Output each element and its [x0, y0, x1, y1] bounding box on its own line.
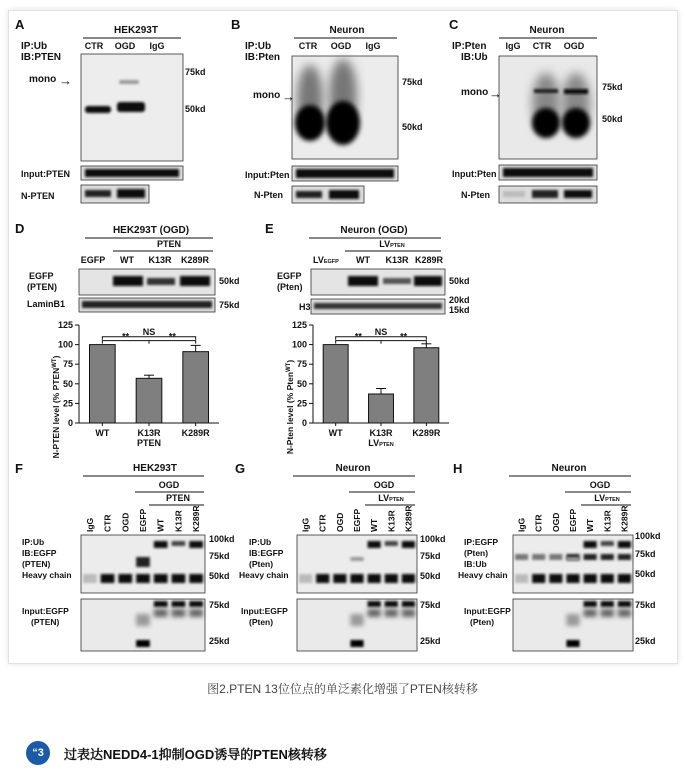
group-label: PTEN	[165, 493, 191, 503]
mono-label: mono	[461, 87, 489, 98]
panel-letter: G	[235, 461, 246, 476]
significance-bracket	[336, 337, 427, 340]
blot-band	[154, 541, 168, 548]
blot-band	[618, 574, 631, 583]
input-label: Input:PTEN	[21, 169, 70, 179]
group-label: OGD	[589, 480, 611, 490]
lane-label: IgG	[149, 41, 165, 51]
blot-band	[503, 168, 593, 177]
lane-label: K13R	[148, 255, 172, 265]
lane-label: CTR	[102, 514, 113, 532]
panel-d	[15, 221, 240, 312]
marker: 25kd	[635, 636, 656, 646]
group-label: OGD	[158, 480, 180, 490]
blot-label: LaminB1	[27, 299, 66, 309]
input-label: Input:Pten	[245, 170, 290, 180]
marker: 50kd	[219, 276, 240, 286]
blot-band	[368, 574, 381, 583]
bar	[136, 378, 162, 423]
blot-band	[549, 574, 562, 583]
significance-label: **	[354, 331, 362, 342]
figure-canvas	[9, 11, 677, 663]
blot-band	[584, 574, 597, 583]
blot-band	[136, 557, 150, 567]
bar	[90, 345, 116, 423]
lane-label: IgG	[300, 517, 311, 532]
blot-band	[299, 574, 312, 583]
group-label: LVPTEN	[594, 493, 620, 503]
blot-band	[172, 609, 186, 617]
y-tick-label: 25	[62, 398, 73, 409]
marker: 25kd	[420, 636, 441, 646]
blot-label: H3	[299, 302, 311, 312]
ip-blot	[297, 535, 417, 593]
significance-label: **	[168, 331, 176, 342]
blot-band	[83, 574, 97, 583]
mono-label: mono	[253, 90, 281, 101]
lane-label: WT	[356, 255, 370, 265]
blot-label: IP:EGFP	[464, 537, 499, 547]
bar	[369, 394, 394, 423]
blot-band	[172, 601, 186, 607]
x-tick-label: K13R	[137, 428, 161, 438]
blot-label: EGFP	[29, 271, 54, 281]
y-tick-label: 100	[291, 339, 307, 350]
blot-band	[154, 574, 168, 583]
blot-label: IP:Ub	[22, 537, 45, 547]
panel-b	[231, 17, 423, 203]
blot-band	[584, 554, 597, 560]
section-number-badge: “3	[26, 741, 50, 765]
blot-band	[85, 106, 111, 113]
nuclear-label: N-PTEN	[21, 191, 55, 201]
mono-label: mono	[29, 74, 57, 85]
nuclear-label: N-Pten	[254, 190, 283, 200]
x-axis-label: PTEN	[136, 438, 162, 448]
blot-label: Input:EGFP	[22, 606, 69, 616]
lane-label: IgG	[516, 517, 527, 532]
bar	[323, 345, 348, 423]
blot-band	[296, 191, 322, 198]
blot-label: IB:Ub	[464, 559, 487, 569]
x-tick-label: K289R	[181, 428, 210, 438]
lane-label: EGFP	[138, 508, 148, 532]
blot-band	[566, 574, 579, 583]
marker: 75kd	[185, 67, 206, 77]
ib-label: IB:PTEN	[21, 52, 61, 63]
ip-blot	[513, 535, 633, 593]
panel-title: HEK293T	[114, 25, 158, 36]
marker: 50kd	[420, 571, 441, 581]
marker: 25kd	[209, 636, 230, 646]
blot-band	[515, 574, 528, 583]
blot-band	[385, 601, 398, 607]
lane-label: OGD	[330, 41, 352, 51]
marker: 75kd	[209, 551, 230, 561]
blot-band	[314, 303, 442, 309]
marker: 75kd	[402, 77, 423, 87]
lane-label: CTR	[533, 514, 544, 532]
lane-label: CTR	[84, 41, 104, 51]
lane-label: OGD	[114, 41, 136, 51]
lane-label: EGFP	[568, 508, 578, 532]
marker: 50kd	[602, 114, 623, 124]
blot-band	[402, 541, 415, 548]
lane-label: K13R	[386, 510, 397, 532]
lane-label: IgG	[505, 41, 521, 51]
panel-h	[453, 461, 661, 651]
blot-band	[350, 640, 363, 647]
lane-label: EGFP	[352, 508, 362, 532]
blot-band	[117, 102, 145, 112]
bar	[183, 352, 209, 423]
lane-label: K289R	[619, 505, 630, 532]
lane-label: OGD	[550, 512, 561, 532]
x-tick-label: WT	[95, 428, 110, 438]
x-tick-label: K13R	[369, 428, 393, 438]
blot-label: Input:EGFP	[464, 606, 511, 616]
y-tick-label: 125	[291, 320, 307, 330]
marker: 100kd	[420, 534, 446, 544]
panel-title: HEK293T (OGD)	[112, 225, 190, 236]
marker: 50kd	[449, 276, 470, 286]
blot-label: (PTEN)	[22, 559, 51, 569]
panel-letter: B	[231, 17, 241, 32]
blot-band	[549, 554, 562, 560]
blot-band	[562, 108, 590, 138]
blot-band	[154, 609, 168, 617]
lane-label: K13R	[385, 255, 409, 265]
blot-label: (PTEN)	[31, 617, 60, 627]
lane-label: OGD	[120, 512, 131, 532]
lane-label: K13R	[173, 510, 184, 532]
panel-letter: H	[453, 461, 463, 476]
group-label: LVPTEN	[379, 239, 405, 249]
ib-label: IB:Pten	[245, 52, 280, 63]
group-label: OGD	[373, 480, 395, 490]
marker: 100kd	[635, 531, 661, 541]
marker: 75kd	[209, 600, 230, 610]
significance-label: NS	[374, 326, 388, 337]
panel-e	[265, 221, 470, 315]
marker: 50kd	[402, 122, 423, 132]
lane-label: K289R	[191, 505, 202, 532]
lane-label: CTR	[298, 41, 318, 51]
blot-band	[136, 614, 150, 626]
panel-title: Neuron	[551, 463, 587, 474]
lane-label: WT	[120, 255, 134, 265]
blot-band	[368, 541, 381, 548]
figure-2	[8, 10, 678, 664]
arrow-icon: →	[282, 89, 295, 104]
blot-band	[316, 574, 329, 583]
lane-label: K289R	[414, 255, 444, 265]
blot-band	[532, 554, 545, 560]
panel-title: HEK293T	[133, 463, 177, 474]
blot-band	[385, 541, 398, 546]
lane-label: WT	[585, 518, 596, 532]
blot-band	[385, 574, 398, 583]
ip-label: IP:Pten	[452, 41, 487, 52]
x-tick-label: K289R	[412, 428, 441, 438]
blot-band	[326, 101, 360, 145]
blot-band	[601, 609, 614, 617]
blot-band	[566, 557, 579, 561]
panel-g	[235, 461, 446, 651]
blot-label: (PTEN)	[27, 282, 57, 292]
blot-band	[515, 554, 528, 560]
blot-band	[189, 541, 203, 548]
lane-label: K289R	[180, 255, 210, 265]
marker: 75kd	[420, 600, 441, 610]
x-axis-label: LVPTEN	[368, 438, 394, 448]
blot-label: IB:EGFP	[22, 548, 57, 558]
blot-label: (Pten)	[470, 617, 495, 627]
blot-band	[118, 574, 132, 583]
y-tick-label: 0	[67, 418, 73, 428]
y-tick-label: 100	[57, 339, 73, 350]
marker: 75kd	[219, 300, 240, 310]
blot-band	[85, 169, 179, 177]
marker: 50kd	[635, 569, 656, 579]
lane-label: CTR	[317, 514, 328, 532]
marker: 50kd	[209, 571, 230, 581]
blot-band	[402, 601, 415, 607]
input-label: Input:Pten	[452, 169, 497, 179]
bar-chart-pten	[51, 320, 219, 458]
blot-band	[154, 601, 168, 607]
marker: 75kd	[635, 549, 656, 559]
nuclear-label: N-Pten	[461, 190, 490, 200]
blot-band	[295, 105, 325, 141]
lane-label: CTR	[532, 41, 552, 51]
blot-band	[383, 278, 411, 284]
marker: 15kd	[449, 305, 470, 315]
lane-label: WT	[369, 518, 380, 532]
marker: 75kd	[635, 600, 656, 610]
blot-band	[618, 601, 631, 607]
blot-band	[618, 609, 631, 617]
section-heading: 过表达NEDD4-1抑制OGD诱导的PTEN核转移	[64, 747, 327, 762]
blot-label: Heavy chain	[22, 570, 72, 580]
blot-label: (Pten)	[249, 559, 274, 569]
blot-band	[414, 276, 442, 286]
blot-label: IB:EGFP	[249, 548, 284, 558]
blot-band	[82, 301, 212, 308]
blot-label: Heavy chain	[239, 570, 289, 580]
blot-band	[368, 609, 381, 617]
blot-band	[113, 276, 143, 286]
lane-label: K289R	[403, 505, 414, 532]
blot-label: Heavy chain	[458, 570, 508, 580]
panel-letter: D	[15, 221, 25, 236]
blot-band	[618, 554, 631, 560]
y-axis-label: N-Pten level (% Pten$^{WT}$)	[285, 359, 295, 455]
significance-bracket	[102, 337, 195, 340]
blot-band	[101, 574, 115, 583]
panel-c	[449, 17, 623, 203]
ip-label: IP:Ub	[245, 41, 272, 52]
group-label: PTEN	[156, 239, 182, 249]
blot-band	[180, 276, 210, 286]
blot-band	[618, 541, 631, 548]
blot-label: IP:Ub	[249, 537, 272, 547]
blot-label: Input:EGFP	[241, 606, 288, 616]
figure-caption: 图2.PTEN 13位位点的单泛素化增强了PTEN核转移	[207, 682, 478, 696]
blot-label: (Pten)	[464, 548, 489, 558]
marker: 75kd	[602, 82, 623, 92]
blot-band	[402, 574, 415, 583]
blot-band	[566, 614, 579, 626]
panel-f	[15, 461, 235, 651]
panel-letter: A	[15, 17, 25, 32]
blot-label: EGFP	[277, 271, 302, 281]
blot-band	[136, 640, 150, 647]
y-tick-label: 75	[62, 359, 73, 370]
panel-letter: E	[265, 221, 274, 236]
blot-band	[584, 541, 597, 548]
bar	[414, 348, 439, 423]
blot-band	[172, 574, 186, 583]
lane-label: WT	[155, 518, 166, 532]
blot-band	[350, 614, 363, 626]
blot-band	[601, 554, 614, 560]
panel-title: Neuron (OGD)	[340, 225, 408, 236]
lane-label: OGD	[563, 41, 585, 51]
y-tick-label: 0	[301, 418, 307, 428]
significance-label: NS	[142, 326, 156, 337]
blot-band	[368, 601, 381, 607]
lane-label: IgG	[365, 41, 381, 51]
significance-label: **	[400, 331, 408, 342]
panel-title: Neuron	[335, 463, 371, 474]
blot-band	[601, 574, 614, 583]
blot-band	[329, 190, 359, 199]
marker: 75kd	[420, 551, 441, 561]
blot-band	[350, 557, 363, 561]
y-tick-label: 50	[62, 378, 73, 389]
blot-band	[385, 609, 398, 617]
ib-label: IB:Ub	[461, 52, 488, 63]
lane-label: IgG	[84, 517, 95, 532]
arrow-icon: →	[59, 73, 72, 88]
y-tick-label: 125	[57, 320, 73, 330]
marker: 20kd	[449, 295, 470, 305]
lane-label: LVEGFP	[313, 255, 339, 265]
bar-chart-pten-neuron	[285, 320, 449, 454]
blot-band	[333, 574, 346, 583]
blot-band	[136, 574, 150, 583]
panel-title: Neuron	[329, 25, 365, 36]
y-tick-label: 75	[296, 359, 307, 370]
blot-band	[189, 609, 203, 617]
blot-band	[601, 601, 614, 607]
blot-band	[119, 80, 139, 84]
blot-band	[348, 276, 378, 286]
blot-band	[564, 190, 592, 198]
lane-label: OGD	[334, 512, 345, 532]
blot-band	[566, 640, 579, 647]
y-axis-label: N-PTEN level (% $PTEN^{WT}$)	[51, 355, 61, 459]
y-tick-label: 25	[296, 398, 307, 409]
arrow-icon: →	[489, 86, 502, 101]
panel-letter: F	[15, 461, 23, 476]
blot-band	[532, 108, 560, 138]
panel-letter: C	[449, 17, 459, 32]
lane-label: K13R	[602, 510, 613, 532]
blot-band	[584, 601, 597, 607]
blot-band	[296, 169, 394, 178]
blot-band	[584, 609, 597, 617]
ip-label: IP:Ub	[21, 41, 48, 52]
blot-label: (Pten)	[277, 282, 303, 292]
blot-band	[85, 190, 111, 197]
blot-band	[532, 190, 558, 198]
blot-band	[189, 601, 203, 607]
marker: 50kd	[185, 104, 206, 114]
x-tick-label: WT	[328, 428, 343, 438]
blot-band	[532, 574, 545, 583]
blot-band	[350, 574, 363, 583]
y-tick-label: 50	[296, 378, 307, 389]
blot-band	[189, 574, 203, 583]
panel-title: Neuron	[529, 25, 565, 36]
group-label: LVPTEN	[378, 493, 404, 503]
blot-band	[172, 541, 186, 546]
blot-label: (Pten)	[249, 617, 274, 627]
marker: 100kd	[209, 534, 235, 544]
blot-band	[117, 189, 145, 198]
panel-a	[15, 17, 206, 203]
significance-label: **	[122, 331, 130, 342]
blot-band	[147, 278, 175, 285]
blot-band	[601, 541, 614, 546]
blot-band	[402, 609, 415, 617]
lane-label: EGFP	[80, 255, 106, 265]
